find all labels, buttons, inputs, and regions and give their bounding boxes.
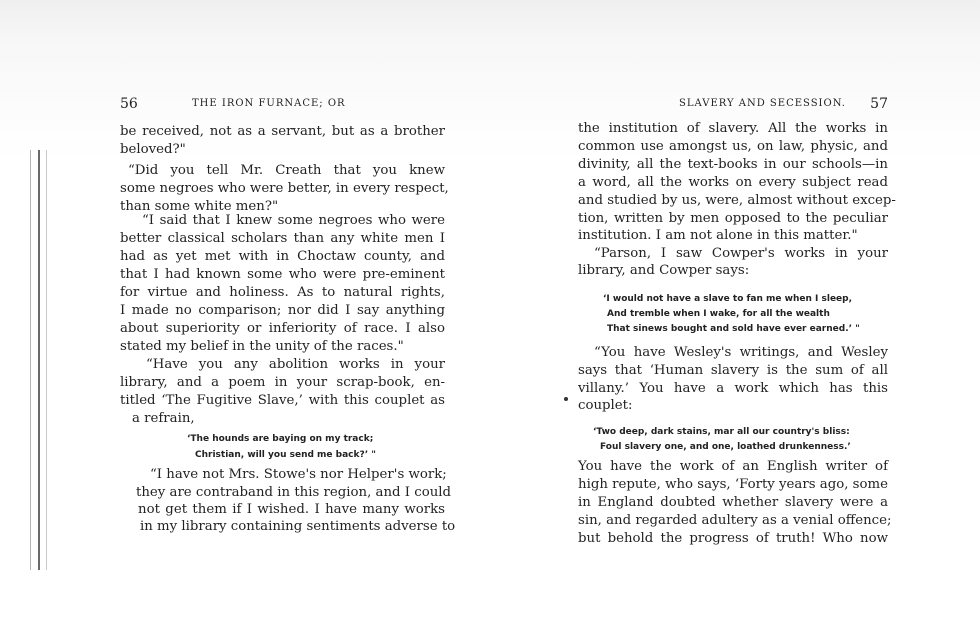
text-line: tion, written by men opposed to the peculiar: [578, 211, 888, 226]
text-line: sin, and regarded adultery as a venial offence;: [578, 513, 892, 528]
text-line: stated my belief in the unity of the races.": [120, 339, 404, 354]
text-line: couplet:: [578, 398, 633, 413]
text-line: that I had known some who were pre-eminent: [120, 267, 445, 282]
page-number: 56: [120, 96, 138, 112]
text-line: library, and Cowper says:: [578, 263, 750, 278]
text-line: “Have you any abolition works in your: [146, 357, 445, 372]
text-line: and studied by us, were, almost without excep-: [578, 193, 896, 208]
text-line: “I said that I knew some negroes who were: [142, 213, 445, 228]
text-line: for virtue and holiness. As to natural rights,: [120, 285, 445, 300]
text-line: beloved?": [120, 142, 186, 157]
text-line: I made no comparison; nor did I say anything: [120, 303, 445, 318]
gutter-shadow-line: [30, 150, 31, 570]
text-line: better classical scholars than any white men I: [120, 231, 445, 246]
text-line: “Parson, I saw Cowper's works in your: [594, 246, 888, 261]
couplet-line: Christian, will you send me back?’ ": [195, 450, 376, 460]
couplet-line: ‘The hounds are baying on my track;: [187, 434, 374, 444]
text-line: than some white men?": [120, 199, 279, 214]
text-line: high repute, who says, ‘Forty years ago, some: [578, 477, 888, 492]
page-number: 57: [870, 96, 888, 112]
text-line: “You have Wesley's writings, and Wesley: [594, 345, 888, 360]
text-line: says that ‘Human slavery is the sum of all: [578, 363, 888, 378]
running-head: THE IRON FURNACE; OR: [192, 98, 346, 109]
verse-line: ‘I would not have a slave to fan me when I sleep,: [603, 294, 853, 304]
couplet-line: ‘Two deep, dark stains, mar all our country's bliss:: [593, 427, 850, 437]
right-page-header: [578, 96, 888, 116]
text-line: divinity, all the text-books in our schools—in: [578, 157, 888, 172]
text-line: about superiority or inferiority of race. I also: [120, 321, 445, 336]
text-line: but behold the progress of truth! Who now: [578, 531, 888, 546]
couplet-line: Foul slavery one, and one, loathed drunkenness.’: [600, 442, 851, 452]
ink-speck: [564, 397, 568, 401]
right-page: [578, 0, 896, 631]
text-line: You have the work of an English writer of: [578, 459, 888, 474]
text-line: “I have not Mrs. Stowe's nor Helper's work;: [150, 467, 447, 482]
gutter-shadow-line: [46, 150, 47, 570]
text-line: in my library containing sentiments adverse to: [140, 519, 456, 534]
text-line: library, and a poem in your scrap-book, en-: [120, 375, 445, 390]
text-line: some negroes who were better, in every respect,: [120, 181, 449, 196]
text-line: institution. I am not alone in this matter.": [578, 228, 858, 243]
text-line: common use amongst us, on law, physic, and: [578, 139, 888, 154]
text-line: not get them if I wished. I have many works: [138, 502, 445, 517]
text-line: villany.’ You have a work which has this: [578, 381, 888, 396]
gutter-shadow-line: [38, 150, 40, 570]
text-line: titled ‘The Fugitive Slave,’ with this couplet as: [120, 393, 445, 408]
verse-line: That sinews bought and sold have ever earned.’ ": [607, 324, 860, 334]
text-line: in England doubted whether slavery were a: [578, 495, 888, 510]
text-line: be received, not as a servant, but as a brother: [120, 124, 445, 139]
text-line: “Did you tell Mr. Creath that you knew: [128, 163, 445, 178]
left-page: [120, 0, 456, 631]
running-head: SLAVERY AND SECESSION.: [679, 98, 846, 109]
book-gutter-edge: [26, 150, 50, 570]
text-line: a word, all the works on every subject read: [578, 175, 888, 190]
text-line: had as yet met with in Choctaw county, and: [120, 249, 445, 264]
text-line: a refrain,: [132, 411, 195, 426]
verse-line: And tremble when I wake, for all the wealth: [607, 309, 830, 319]
text-line: the institution of slavery. All the works in: [578, 121, 888, 136]
text-line: they are contraband in this region, and I could: [136, 485, 452, 500]
left-page-header: [120, 96, 445, 116]
